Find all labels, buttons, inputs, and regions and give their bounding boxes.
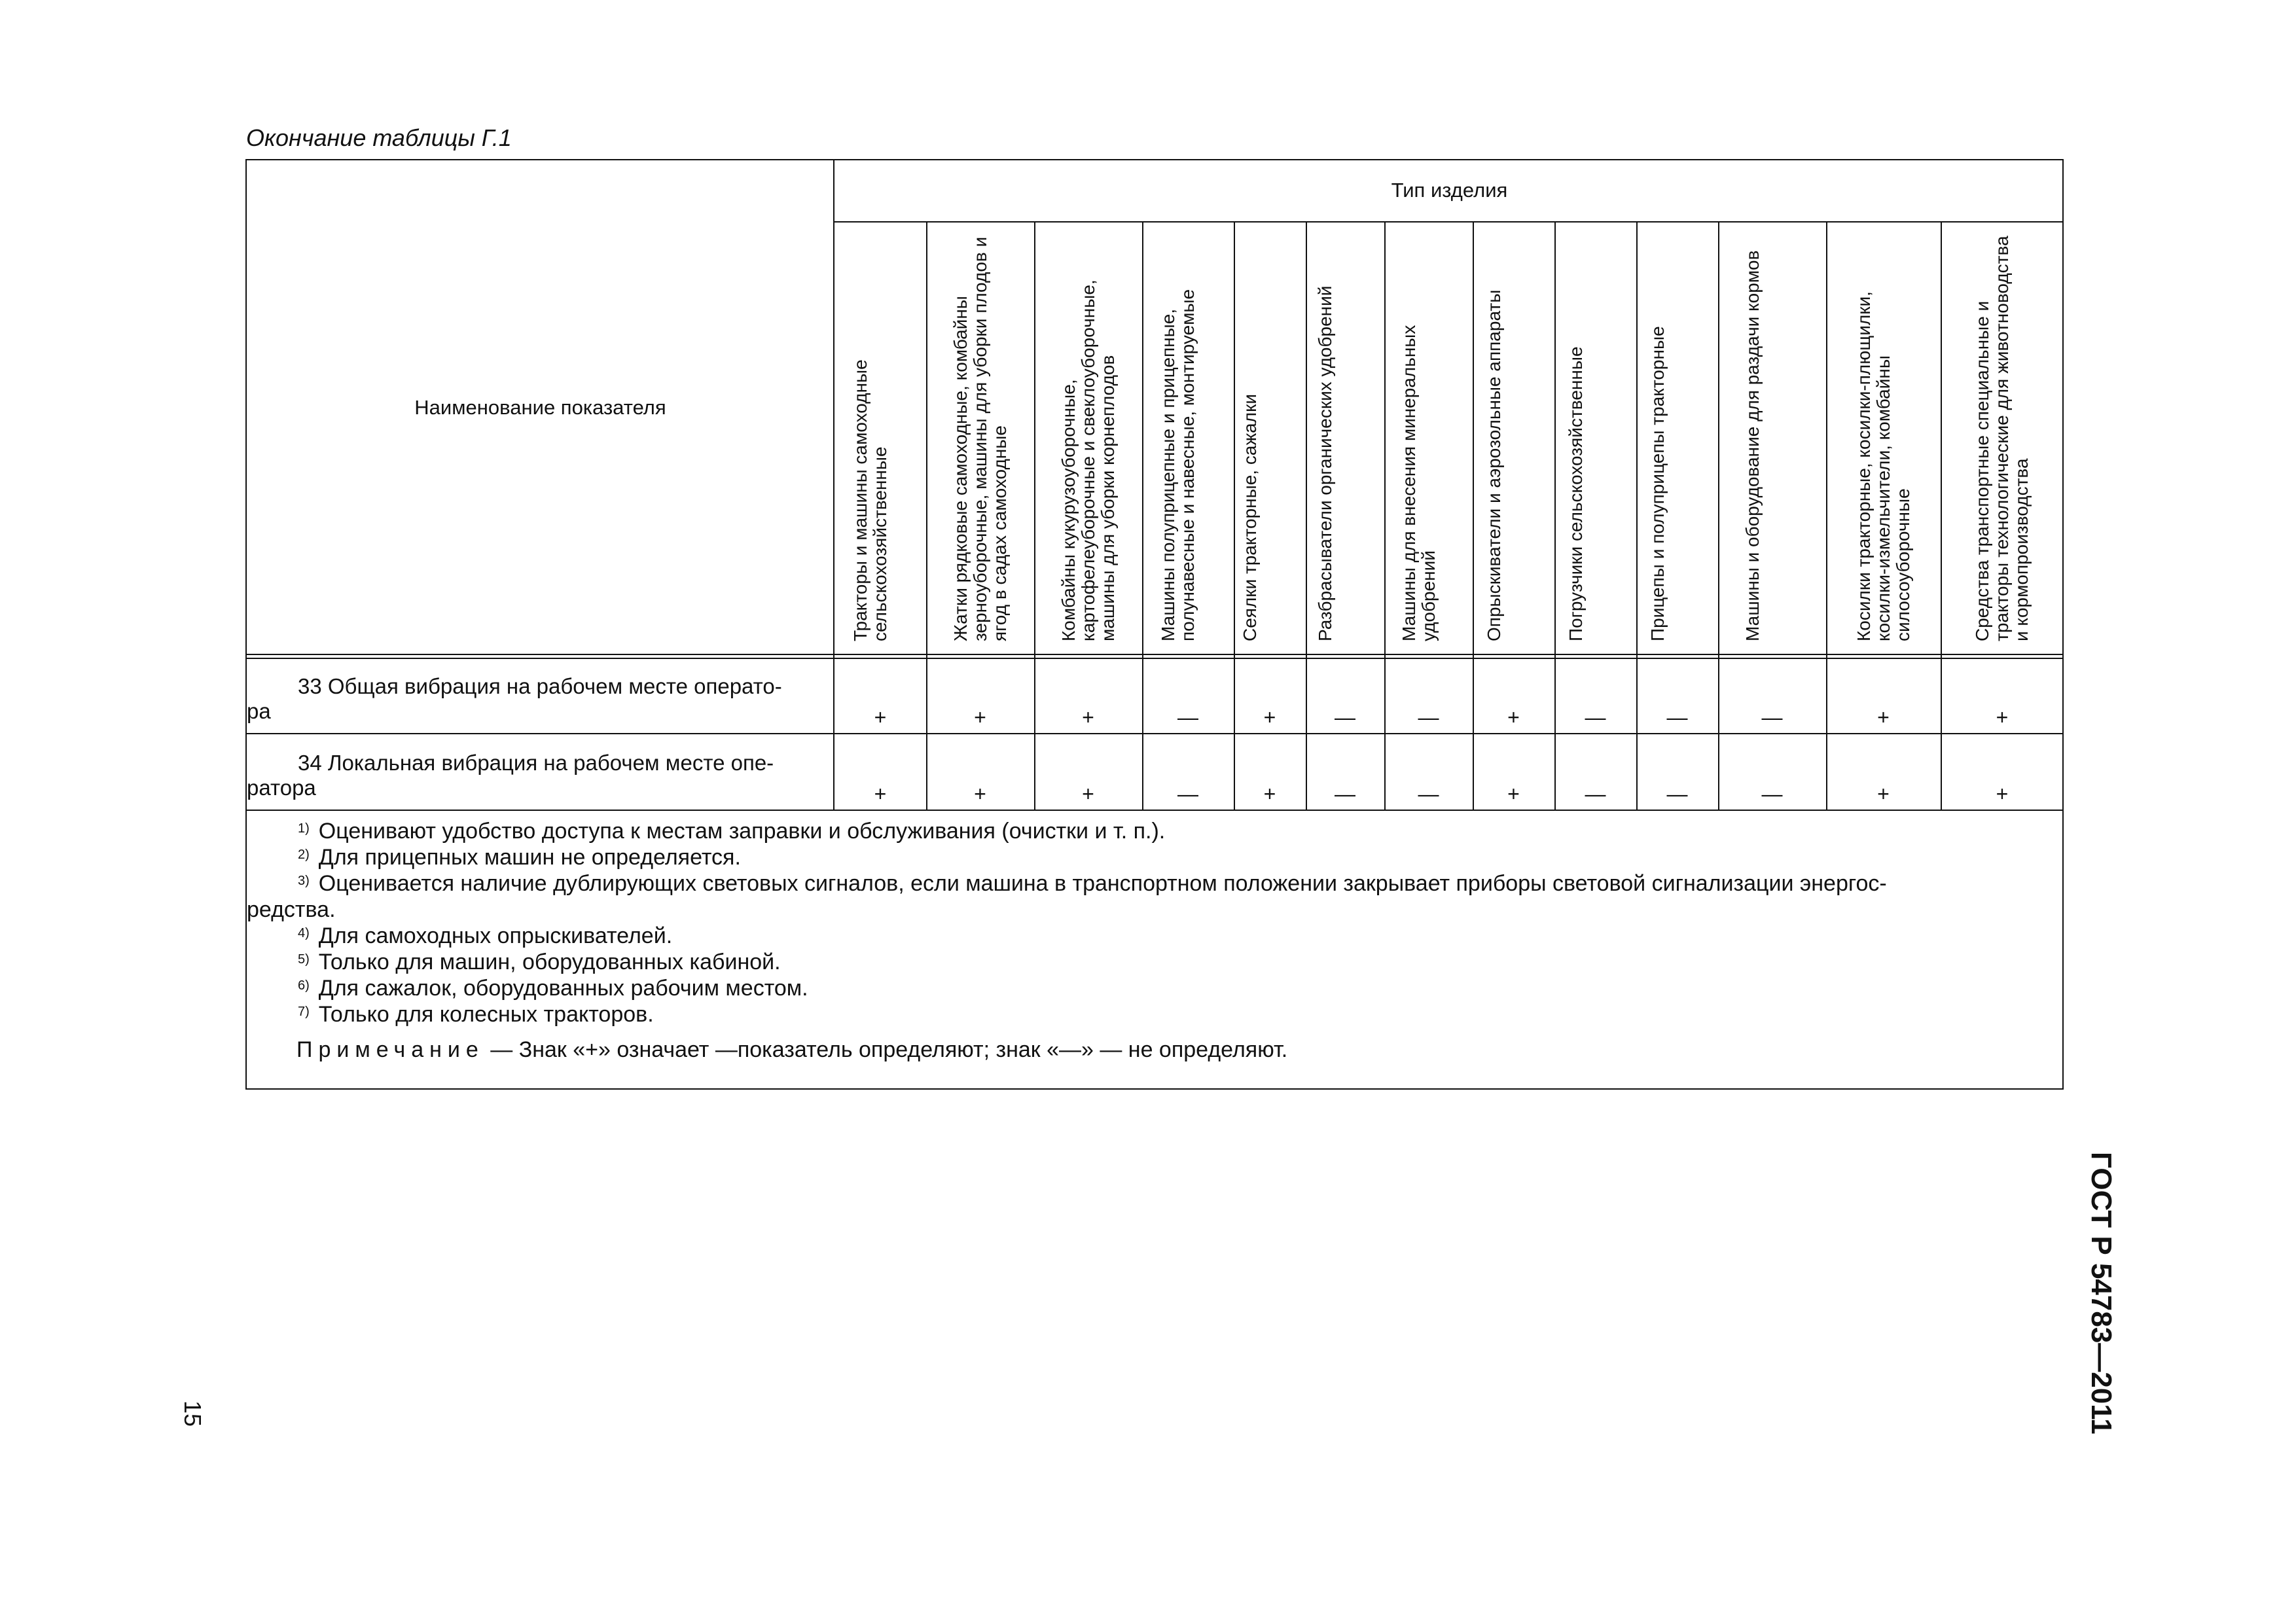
column-header-7 bbox=[1384, 223, 1473, 654]
row-33-name bbox=[247, 674, 829, 724]
column-header-label-8: Опрыскиватели и аэрозольные аппараты bbox=[1483, 289, 1504, 641]
header-product-type: Тип изделия bbox=[1391, 179, 1508, 202]
column-header-6 bbox=[1306, 223, 1384, 654]
row-33-name-line2: ра bbox=[247, 699, 271, 723]
cell-r2-c4: — bbox=[1177, 782, 1198, 806]
column-header-2 bbox=[926, 223, 1034, 654]
footnote-mark: 4) bbox=[298, 926, 310, 940]
column-header-label-12: Косилки тракторные, косилки-плющилки, косилки-измельчители, комбайны силосоуборочные bbox=[1853, 291, 1913, 641]
row-divider bbox=[245, 733, 2064, 734]
column-header-label-4: Машины полуприцепные и прицепные, полунавесные и навесные, монтируемые bbox=[1158, 289, 1198, 641]
column-header-label-7: Машины для внесения минеральных удобрений bbox=[1398, 325, 1439, 641]
column-header-9 bbox=[1554, 223, 1636, 654]
footnote-text: Оценивается наличие дублирующих световых сигналов, если машина в транспортном положении закрывает приборы световой сигнализации энергос- bbox=[318, 871, 1887, 896]
cell-r2-c11: — bbox=[1761, 782, 1783, 806]
cell-r2-c10: — bbox=[1666, 782, 1688, 806]
footnote-3 bbox=[247, 870, 2060, 897]
footnote-text: редства. bbox=[247, 897, 336, 922]
cell-r2-c8: + bbox=[1507, 782, 1520, 806]
column-header-4 bbox=[1142, 223, 1234, 654]
cell-r1-c7: — bbox=[1418, 705, 1439, 729]
footnote-4 bbox=[247, 897, 2060, 923]
cell-r2-c6: — bbox=[1335, 782, 1355, 806]
cell-r1-c6: — bbox=[1335, 705, 1355, 729]
cell-r1-c10: — bbox=[1666, 705, 1688, 729]
notes-divider bbox=[245, 810, 2064, 811]
column-header-5 bbox=[1234, 223, 1306, 654]
column-header-13 bbox=[1941, 223, 2064, 654]
footnote-2 bbox=[247, 844, 2060, 870]
cell-r1-c5: + bbox=[1263, 705, 1276, 729]
footnote-text: Только для машин, оборудованных кабиной. bbox=[318, 950, 781, 974]
cell-r1-c3: + bbox=[1082, 705, 1094, 729]
footnote-5 bbox=[247, 923, 2060, 949]
remark-label: Примечание bbox=[296, 1037, 484, 1062]
remark-text: — Знак «+» означает —показатель определяют; знак «—» — не определяют. bbox=[484, 1037, 1288, 1062]
column-header-label-2: Жатки рядковые самоходные, комбайны зерноуборочные, машины для уборки плодов и ягод в садах самоходные bbox=[950, 236, 1010, 641]
footnote-text: Для сажалок, оборудованных рабочим местом. bbox=[318, 976, 808, 1001]
column-header-12 bbox=[1826, 223, 1941, 654]
footnote-1 bbox=[247, 818, 2060, 844]
footnote-mark: 2) bbox=[298, 847, 310, 862]
cell-r1-c11: — bbox=[1761, 705, 1783, 729]
cell-r2-c3: + bbox=[1082, 782, 1094, 806]
column-header-10 bbox=[1636, 223, 1718, 654]
column-header-label-9: Погрузчики сельскохозяйственные bbox=[1565, 346, 1586, 641]
footnote-text: Только для колесных тракторов. bbox=[318, 1002, 654, 1027]
footnote-mark: 3) bbox=[298, 874, 310, 888]
page-number: 15 bbox=[179, 1400, 206, 1427]
cell-r1-c8: + bbox=[1507, 705, 1520, 729]
footnote-mark: 6) bbox=[298, 978, 310, 993]
cell-r2-c7: — bbox=[1418, 782, 1439, 806]
footnotes bbox=[247, 818, 2060, 1063]
column-header-label-5: Сеялки тракторные, сажалки bbox=[1240, 394, 1260, 641]
cell-r1-c4: — bbox=[1177, 705, 1198, 729]
column-header-8 bbox=[1473, 223, 1554, 654]
table-caption: Окончание таблицы Г.1 bbox=[246, 124, 512, 151]
cell-r1-c12: + bbox=[1877, 705, 1890, 729]
column-header-1 bbox=[834, 223, 926, 654]
header-indicator-name: Наименование показателя bbox=[414, 396, 666, 419]
cell-r1-c2: + bbox=[974, 705, 986, 729]
row-34-name-line2: ратора bbox=[247, 776, 316, 800]
footnote-mark: 5) bbox=[298, 952, 310, 967]
footnote-text: Для прицепных машин не определяется. bbox=[318, 845, 741, 870]
column-header-label-13: Средства транспортные специальные и тракторы технологические для животноводства и кормопроизводства bbox=[1972, 236, 2032, 641]
cell-r2-c1: + bbox=[874, 782, 887, 806]
cell-r2-c13: + bbox=[1996, 782, 2009, 806]
cell-r2-c5: + bbox=[1263, 782, 1276, 806]
footnote-7 bbox=[247, 975, 2060, 1001]
column-header-label-1: Тракторы и машины самоходные сельскохозяйственные bbox=[850, 359, 890, 641]
footnote-8 bbox=[247, 1001, 2060, 1027]
header-divider-2 bbox=[245, 658, 2064, 659]
cell-r1-c9: — bbox=[1585, 705, 1606, 729]
footnote-text: Для самоходных опрыскивателей. bbox=[318, 923, 673, 948]
row-34-name-line1: 34 Локальная вибрация на рабочем месте опе- bbox=[298, 751, 774, 775]
cell-r2-c9: — bbox=[1585, 782, 1606, 806]
footnote-6 bbox=[247, 949, 2060, 975]
column-header-label-10: Прицепы и полуприцепы тракторные bbox=[1647, 326, 1668, 641]
row-34-name bbox=[247, 751, 829, 800]
column-header-label-6: Разбрасыватели органических удобрений bbox=[1315, 285, 1335, 641]
row-33-name-line1: 33 Общая вибрация на рабочем месте операто- bbox=[298, 674, 782, 698]
footnote-text: Оценивают удобство доступа к местам заправки и обслуживания (очистки и т. п.). bbox=[318, 819, 1166, 844]
column-header-label-11: Машины и оборудование для раздачи кормов bbox=[1742, 250, 1763, 641]
cell-r1-c1: + bbox=[874, 705, 887, 729]
cell-r2-c12: + bbox=[1877, 782, 1890, 806]
column-header-3 bbox=[1034, 223, 1142, 654]
column-header-11 bbox=[1718, 223, 1826, 654]
cell-r1-c13: + bbox=[1996, 705, 2009, 729]
footnote-mark: 7) bbox=[298, 1005, 310, 1019]
cell-r2-c2: + bbox=[974, 782, 986, 806]
table-remark bbox=[247, 1037, 2060, 1063]
footnote-mark: 1) bbox=[298, 821, 310, 836]
column-header-label-3: Комбайны кукурузоуборочные, картофелеуборочные и свеклоуборочные, машины для уборки корнеплодов bbox=[1058, 279, 1118, 641]
document-standard-title: ГОСТ Р 54783—2011 bbox=[2085, 1152, 2117, 1435]
